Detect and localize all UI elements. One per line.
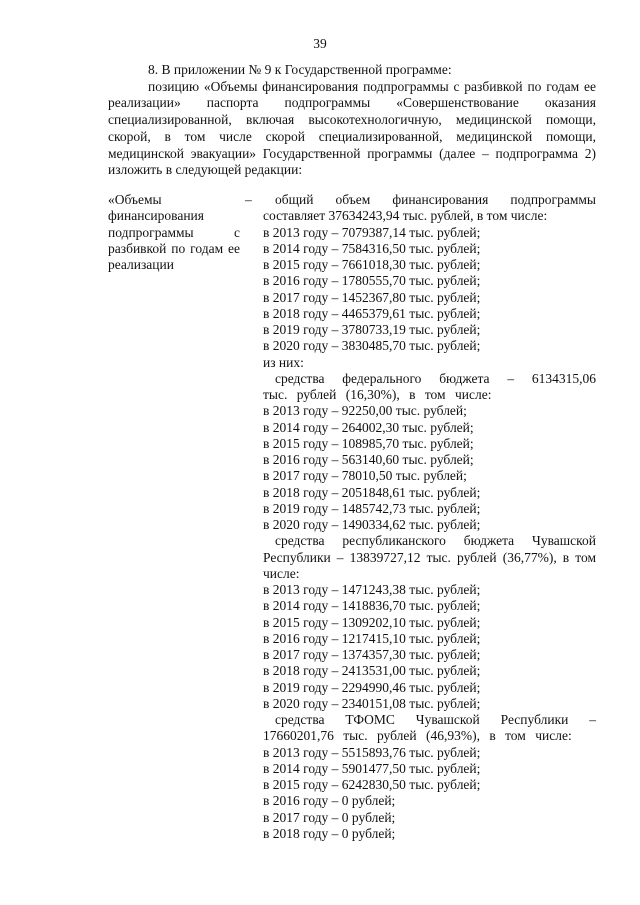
federal-year-line: в 2017 году – 78010,50 тыс. рублей; [263,468,467,484]
republic-years-list [263,582,596,712]
tfoms-years-list [263,745,596,843]
label-dash: – [245,192,252,207]
financing-details [263,192,596,842]
total-year-line: в 2019 году – 3780733,19 тыс. рублей; [263,322,481,337]
total-year-line: в 2018 году – 4465379,61 тыс. рублей; [263,305,481,321]
federal-year-line: в 2015 году – 108985,70 тыс. рублей; [263,435,474,451]
tfoms-year-line: в 2015 году – 6242830,50 тыс. рублей; [263,777,481,792]
total-year-line: в 2017 году – 1452367,80 тыс. рублей; [263,289,481,305]
point-heading: 8. В приложении № 9 к Государственной программе: [148,62,452,77]
total-year-line: в 2020 году – 3830485,70 тыс. рублей; [263,338,481,354]
federal-years-list [263,403,596,533]
tfoms-budget: средства ТФОМС Чувашской Республики – 17660201,76 тыс. рублей (46,93%), в том числе: [263,712,596,744]
total-financing: общий объем финансирования подпрограммы составляет 37634243,94 тыс. рублей, в том числе: [263,192,596,224]
total-years-list [263,225,596,355]
federal-budget: средства федерального бюджета – 6134315,06 тыс. рублей (16,30%), в том числе: [263,370,596,402]
republic-year-line: в 2015 году – 1309202,10 тыс. рублей; [263,614,481,630]
republic-year-line: в 2020 году – 2340151,08 тыс. рублей; [263,695,481,711]
federal-year-line: в 2014 году – 264002,30 тыс. рублей; [263,419,474,435]
intro-paragraph: позицию «Объемы финансирования подпрограммы с разбивкой по годам ее реализации» паспорта подпрограммы «Совершенствование оказания специализированной, включая высокотехнологичную, медицинской помощи, скорой, в том числе скорой специализированной, медицинской помощи, медицинской эвакуации» Государственной программы (далее – подпрограмма 2) изложить в следующей редакции: [108,78,596,178]
total-year-line: в 2016 году – 1780555,70 тыс. рублей; [263,273,481,289]
republic-year-line: в 2019 году – 2294990,46 тыс. рублей; [263,679,481,695]
tfoms-year-line: в 2018 году – 0 рублей; [263,825,396,841]
republic-year-line: в 2018 году – 2413531,00 тыс. рублей; [263,663,481,679]
tfoms-year-line: в 2017 году – 0 рублей; [263,809,396,825]
page-number: 39 [313,36,327,51]
passport-position-label: «Объемы финансирования подпрограммы с разбивкой по годам ее реализации [108,192,240,273]
federal-year-line: в 2013 году – 92250,00 тыс. рублей; [263,403,467,419]
federal-year-line: в 2020 году – 1490334,62 тыс. рублей; [263,517,481,532]
tfoms-year-line: в 2013 году – 5515893,76 тыс. рублей; [263,744,481,760]
federal-year-line: в 2018 году – 2051848,61 тыс. рублей; [263,484,481,500]
republic-year-line: в 2014 году – 1418836,70 тыс. рублей; [263,598,481,614]
total-year-line: в 2013 году – 7079387,14 тыс. рублей; [263,224,481,240]
republic-year-line: в 2017 году – 1374357,30 тыс. рублей; [263,647,481,662]
tfoms-year-line: в 2016 году – 0 рублей; [263,793,396,809]
tfoms-year-line: в 2014 году – 5901477,50 тыс. рублей; [263,760,481,776]
federal-year-line: в 2016 году – 563140,60 тыс. рублей; [263,452,474,467]
of-them-label: из них: [263,354,304,370]
republic-year-line: в 2016 году – 1217415,10 тыс. рублей; [263,630,481,646]
federal-year-line: в 2019 году – 1485742,73 тыс. рублей; [263,500,481,516]
republic-year-line: в 2013 году – 1471243,38 тыс. рублей; [263,582,481,597]
total-year-line: в 2014 году – 7584316,50 тыс. рублей; [263,240,481,256]
republic-budget: средства республиканского бюджета Чувашской Республики – 13839727,12 тыс. рублей (36,77%), в том числе: [263,533,596,581]
intro-block [108,62,596,179]
total-year-line: в 2015 году – 7661018,30 тыс. рублей; [263,257,481,272]
